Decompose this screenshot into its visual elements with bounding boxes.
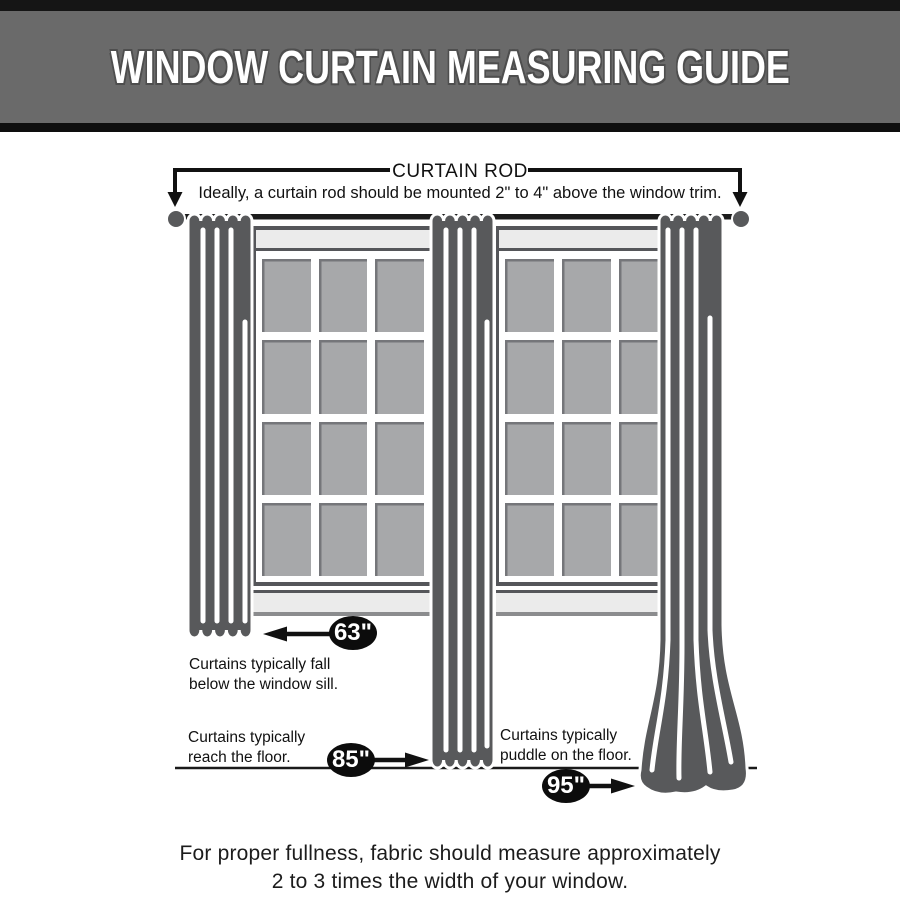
window-pane-grid bbox=[505, 259, 668, 576]
caption-line: reach the floor. bbox=[188, 749, 291, 766]
window-pane bbox=[505, 259, 554, 332]
window-pane bbox=[562, 422, 611, 495]
window-pane bbox=[505, 422, 554, 495]
header-banner bbox=[0, 0, 900, 132]
window-pane bbox=[375, 422, 424, 495]
caption-puddle-floor bbox=[500, 726, 632, 766]
window-pane bbox=[319, 340, 368, 413]
caption-line: puddle on the floor. bbox=[500, 747, 632, 764]
window-pane bbox=[562, 259, 611, 332]
window-pane bbox=[375, 340, 424, 413]
curtain-left bbox=[188, 214, 252, 638]
window-head-trim bbox=[496, 248, 676, 251]
caption-below-sill bbox=[189, 655, 338, 695]
fullness-note-line: 2 to 3 times the width of your window. bbox=[271, 870, 629, 893]
caption-line: Curtains typically bbox=[188, 729, 306, 746]
window-frame-edge bbox=[674, 226, 677, 582]
measure-arrow-85 bbox=[372, 753, 429, 768]
rod-finial-left bbox=[167, 210, 185, 228]
measure-arrow-95 bbox=[587, 779, 635, 794]
window-sill-band bbox=[496, 593, 676, 612]
window-sill-band bbox=[253, 593, 432, 612]
window-head-trim bbox=[253, 248, 432, 251]
curtain-fold-lines bbox=[446, 230, 487, 750]
window-pane bbox=[375, 503, 424, 576]
window-sill-trim bbox=[253, 612, 432, 616]
caption-line: Curtains typically bbox=[500, 727, 618, 744]
fullness-note bbox=[0, 840, 900, 896]
window-pane bbox=[319, 422, 368, 495]
window-pane bbox=[262, 259, 311, 332]
rod-finial-right bbox=[732, 210, 750, 228]
curtain-middle bbox=[431, 214, 494, 768]
window-frame-edge bbox=[496, 226, 499, 582]
curtain-rod bbox=[183, 214, 734, 220]
measurement-badge-63: 63" bbox=[329, 616, 377, 650]
window-pane bbox=[619, 340, 668, 413]
window-head-band bbox=[253, 230, 432, 248]
window-pane bbox=[562, 503, 611, 576]
page-title: WINDOW CURTAIN MEASURING GUIDE bbox=[110, 41, 790, 93]
measure-arrow-63 bbox=[263, 627, 334, 642]
window-frame-edge bbox=[430, 226, 433, 582]
caption-line: Curtains typically fall bbox=[189, 656, 331, 673]
window-pane bbox=[619, 259, 668, 332]
curtain-rod-label: CURTAIN ROD bbox=[392, 161, 528, 182]
window-frame-edge bbox=[253, 226, 256, 582]
window-left bbox=[253, 222, 432, 617]
header-top-strip bbox=[0, 0, 900, 11]
caption-line: below the window sill. bbox=[189, 676, 339, 693]
header-bottom-strip bbox=[0, 123, 900, 132]
window-pane bbox=[619, 422, 668, 495]
window-head-band bbox=[496, 230, 676, 248]
window-sill-trim bbox=[496, 612, 676, 616]
fullness-note-line: For proper fullness, fabric should measure approximately bbox=[179, 842, 721, 865]
measurement-badge-85: 85" bbox=[327, 743, 375, 777]
measurement-badge-95: 95" bbox=[542, 769, 590, 803]
curtain-rod-subtitle: Ideally, a curtain rod should be mounted 2" to 4" above the window trim. bbox=[198, 184, 722, 202]
window-pane bbox=[505, 503, 554, 576]
window-pane bbox=[505, 340, 554, 413]
window-sill-trim bbox=[496, 582, 676, 586]
window-pane bbox=[262, 340, 311, 413]
window-pane bbox=[319, 259, 368, 332]
window-pane bbox=[619, 503, 668, 576]
window-pane bbox=[562, 340, 611, 413]
window-pane bbox=[262, 503, 311, 576]
window-pane-grid bbox=[262, 259, 424, 576]
window-right bbox=[496, 222, 676, 617]
window-pane bbox=[319, 503, 368, 576]
caption-reach-floor bbox=[188, 728, 305, 768]
window-pane bbox=[375, 259, 424, 332]
curtain-fold-lines bbox=[203, 230, 245, 621]
window-pane bbox=[262, 422, 311, 495]
window-sill-trim bbox=[253, 582, 432, 586]
